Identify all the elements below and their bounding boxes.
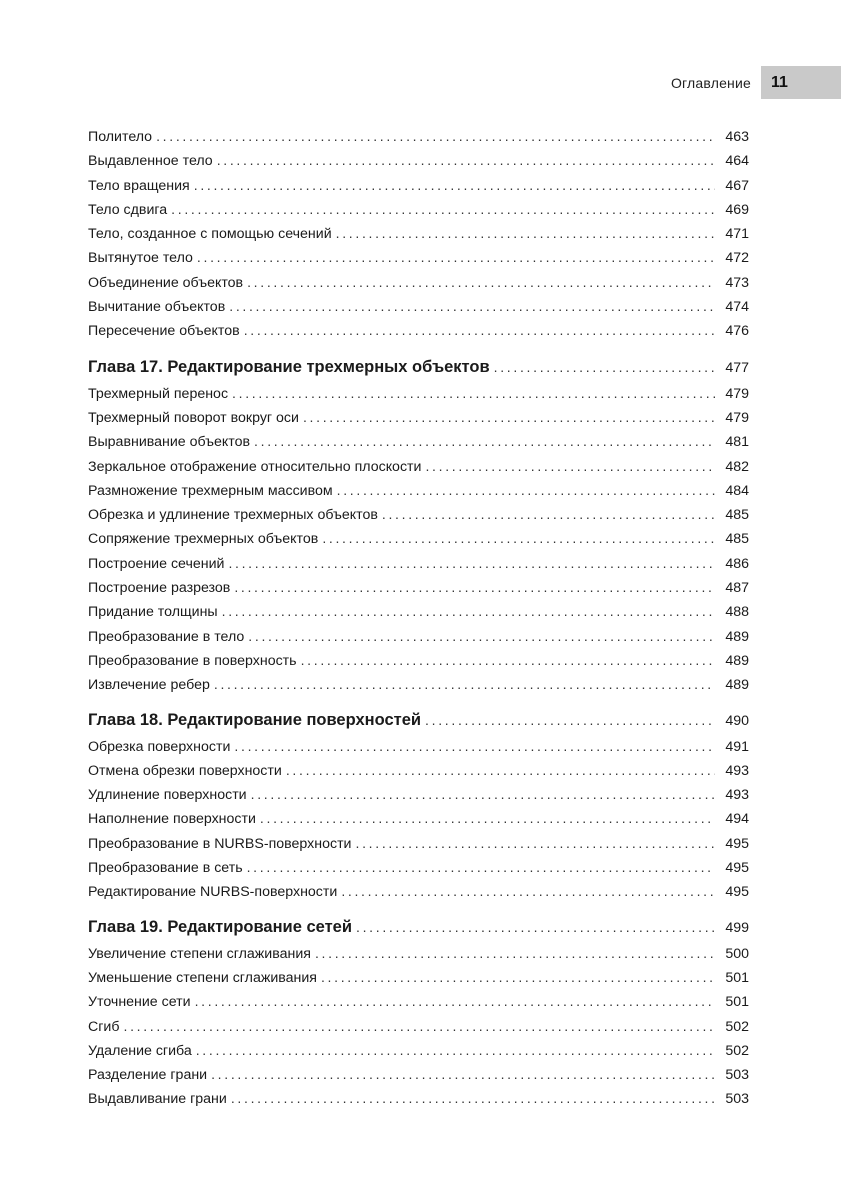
toc-entry-title: Сгиб: [88, 1018, 120, 1035]
toc-page-number: 463: [725, 129, 749, 145]
page-number: 11: [761, 66, 841, 99]
chapter-number: Глава 18.: [88, 710, 163, 729]
toc-page-number: 481: [725, 434, 749, 451]
toc-page-number: 491: [725, 738, 749, 755]
toc-entry[interactable]: [88, 782, 749, 806]
toc-entry-title: Преобразование в тело: [88, 628, 245, 645]
toc-entry-title: Обрезка поверхности: [88, 738, 231, 755]
toc-chapter-entry[interactable]: [88, 707, 749, 734]
toc-page-number: 477: [725, 359, 749, 376]
dot-leader: [251, 782, 715, 806]
toc-entry-title: Объединение объектов: [88, 274, 244, 291]
dot-leader: [247, 855, 715, 879]
toc-page-number: 486: [725, 555, 749, 572]
toc-entry[interactable]: [88, 831, 749, 855]
toc-entry-title: Обрезка и удлинение трехмерных объектов: [88, 507, 378, 524]
toc-entry-title: Размножение трехмерным массивом: [88, 482, 333, 499]
dot-leader: [211, 1062, 715, 1086]
chapter-title: Редактирование трехмерных объектов: [167, 357, 490, 376]
toc-page-number: 487: [725, 580, 749, 597]
toc-entry-title: Политело: [88, 129, 153, 145]
dot-leader: [194, 173, 715, 197]
chapter-title: Редактирование сетей: [167, 917, 352, 936]
toc-entry[interactable]: [88, 1062, 749, 1086]
dot-leader: [315, 941, 715, 965]
toc-entry-title: Придание толщины: [88, 604, 218, 621]
toc-page-number: 493: [725, 787, 749, 804]
toc-entry-title: Уменьшение степени сглаживания: [88, 969, 317, 986]
dot-leader: [494, 354, 715, 381]
toc-entry-title: Построение сечений: [88, 555, 225, 572]
dot-leader: [301, 648, 715, 672]
toc-page-number: 472: [725, 250, 749, 267]
toc-entry-title: Трехмерный поворот вокруг оси: [88, 409, 299, 426]
toc-page-number: 495: [725, 835, 749, 852]
toc-entry[interactable]: [88, 941, 749, 965]
toc-page-number: 488: [725, 604, 749, 621]
dot-leader: [244, 318, 715, 342]
toc-entry[interactable]: [88, 806, 749, 830]
toc-entry-title: Извлечение ребер: [88, 677, 210, 694]
toc-entry-title: Редактирование NURBS-поверхности: [88, 884, 338, 901]
chapter-heading: [88, 707, 421, 734]
toc-entry-title: Наполнение поверхности: [88, 811, 256, 828]
toc-entry[interactable]: [88, 454, 749, 478]
toc-entry[interactable]: [88, 551, 749, 575]
toc-entry-title: Сопряжение трехмерных объектов: [88, 531, 319, 548]
toc-page-number: 500: [725, 945, 749, 962]
table-of-contents: [88, 124, 749, 1111]
toc-entry-title: Выдавленное тело: [88, 153, 213, 170]
toc-page-number: 485: [725, 507, 749, 524]
toc-page-number: 476: [725, 323, 749, 340]
toc-entry[interactable]: [88, 624, 749, 648]
toc-entry[interactable]: [88, 270, 749, 294]
dot-leader: [228, 551, 715, 575]
dot-leader: [260, 806, 715, 830]
dot-leader: [356, 831, 716, 855]
dot-leader: [123, 1014, 715, 1038]
toc-page-number: 479: [725, 385, 749, 402]
toc-entry-title: Удаление сгиба: [88, 1042, 192, 1059]
toc-entry[interactable]: [88, 1086, 749, 1110]
toc-entry[interactable]: [88, 734, 749, 758]
dot-leader: [234, 575, 715, 599]
dot-leader: [254, 429, 715, 453]
toc-entry[interactable]: [88, 575, 749, 599]
toc-page-number: 495: [725, 884, 749, 901]
toc-entry-title: Зеркальное отображение относительно плоскости: [88, 458, 422, 475]
toc-entry[interactable]: [88, 478, 749, 502]
toc-entry[interactable]: [88, 124, 749, 148]
toc-page-number: 501: [725, 994, 749, 1011]
dot-leader: [337, 478, 715, 502]
toc-page-number: 489: [725, 677, 749, 694]
dot-leader: [321, 965, 715, 989]
toc-entry[interactable]: [88, 758, 749, 782]
toc-entry-title: Уточнение сети: [88, 994, 191, 1011]
dot-leader: [247, 270, 715, 294]
toc-page-number: 474: [725, 299, 749, 316]
toc-entry[interactable]: [88, 599, 749, 623]
toc-entry[interactable]: [88, 672, 749, 696]
toc-page-number: 503: [725, 1067, 749, 1084]
running-header: [671, 66, 841, 99]
toc-page-number: 502: [725, 1042, 749, 1059]
toc-page-number: 499: [725, 919, 749, 936]
toc-page-number: 502: [725, 1018, 749, 1035]
toc-entry[interactable]: [88, 879, 749, 903]
toc-entry[interactable]: [88, 197, 749, 221]
toc-page-number: 490: [725, 712, 749, 729]
toc-entry[interactable]: [88, 405, 749, 429]
toc-entry[interactable]: [88, 989, 749, 1013]
toc-entry-title: Трехмерный перенос: [88, 385, 229, 402]
toc-entry[interactable]: [88, 381, 749, 405]
toc-page-number: 473: [725, 274, 749, 291]
dot-leader: [232, 381, 715, 405]
toc-entry-title: Отмена обрезки поверхности: [88, 762, 282, 779]
dot-leader: [322, 526, 715, 550]
toc-entry[interactable]: [88, 648, 749, 672]
toc-entry[interactable]: [88, 1014, 749, 1038]
toc-page-number: 495: [725, 860, 749, 877]
dot-leader: [195, 989, 715, 1013]
toc-entry-title: Тело вращения: [88, 177, 190, 194]
toc-entry-title: Тело, созданное с помощью сечений: [88, 226, 332, 243]
dot-leader: [222, 599, 715, 623]
toc-page-number: 501: [725, 969, 749, 986]
toc-chapter-entry[interactable]: [88, 354, 749, 381]
toc-entry-title: Удлинение поверхности: [88, 787, 247, 804]
toc-page-number: 485: [725, 531, 749, 548]
toc-page-number: 469: [725, 201, 749, 218]
toc-entry[interactable]: [88, 245, 749, 269]
chapter-number: Глава 19.: [88, 917, 163, 936]
dot-leader: [196, 1038, 715, 1062]
dot-leader: [425, 707, 715, 734]
toc-page-number: 494: [725, 811, 749, 828]
toc-page-number: 482: [725, 458, 749, 475]
toc-entry-title: Вычитание объектов: [88, 299, 226, 316]
dot-leader: [286, 758, 715, 782]
toc-entry[interactable]: [88, 526, 749, 550]
running-title: Оглавление: [670, 74, 751, 91]
toc-entry-title: Построение разрезов: [88, 580, 231, 597]
dot-leader: [231, 1086, 715, 1110]
toc-entry-title: Преобразование в сеть: [88, 860, 243, 877]
toc-entry[interactable]: [88, 502, 749, 526]
toc-page-number: 467: [725, 177, 749, 194]
toc-entry-title: Преобразование в поверхность: [88, 652, 297, 669]
toc-page-number: 484: [725, 482, 749, 499]
toc-entry[interactable]: [88, 855, 749, 879]
chapter-heading: [88, 354, 490, 381]
toc-entry[interactable]: [88, 173, 749, 197]
dot-leader: [248, 624, 715, 648]
dot-leader: [356, 914, 715, 941]
dot-leader: [341, 879, 715, 903]
toc-page-number: 479: [725, 409, 749, 426]
toc-entry-title: Вытянутое тело: [88, 250, 193, 267]
toc-page-number: 471: [725, 226, 749, 243]
chapter-number: Глава 17.: [88, 357, 163, 376]
toc-entry-title: Увеличение степени сглаживания: [88, 945, 311, 962]
dot-leader: [234, 734, 715, 758]
toc-entry[interactable]: [88, 148, 749, 172]
dot-leader: [336, 221, 715, 245]
dot-leader: [214, 672, 715, 696]
dot-leader: [171, 197, 715, 221]
toc-page-number: 489: [725, 628, 749, 645]
toc-entry-title: Выдавливание грани: [88, 1091, 227, 1108]
dot-leader: [217, 148, 715, 172]
chapter-title: Редактирование поверхностей: [167, 710, 422, 729]
dot-leader: [425, 454, 715, 478]
toc-entry[interactable]: [88, 965, 749, 989]
toc-entry-title: Тело сдвига: [88, 201, 168, 218]
toc-page-number: 503: [725, 1091, 749, 1108]
toc-entry-title: Выравнивание объектов: [88, 434, 251, 451]
dot-leader: [303, 405, 715, 429]
dot-leader: [197, 245, 715, 269]
dot-leader: [229, 294, 715, 318]
toc-entry[interactable]: [88, 318, 749, 342]
chapter-heading: [88, 914, 352, 941]
toc-page-number: 493: [725, 762, 749, 779]
toc-entry-title: Разделение грани: [88, 1067, 208, 1084]
toc-entry[interactable]: [88, 1038, 749, 1062]
toc-chapter-entry[interactable]: [88, 914, 749, 941]
dot-leader: [156, 124, 715, 148]
toc-page-number: 464: [725, 153, 749, 170]
toc-entry[interactable]: [88, 221, 749, 245]
toc-entry[interactable]: [88, 294, 749, 318]
toc-entry-title: Пересечение объектов: [88, 323, 240, 340]
dot-leader: [382, 502, 715, 526]
toc-entry[interactable]: [88, 429, 749, 453]
toc-entry-title: Преобразование в NURBS-поверхности: [88, 835, 352, 852]
toc-page-number: 489: [725, 652, 749, 669]
